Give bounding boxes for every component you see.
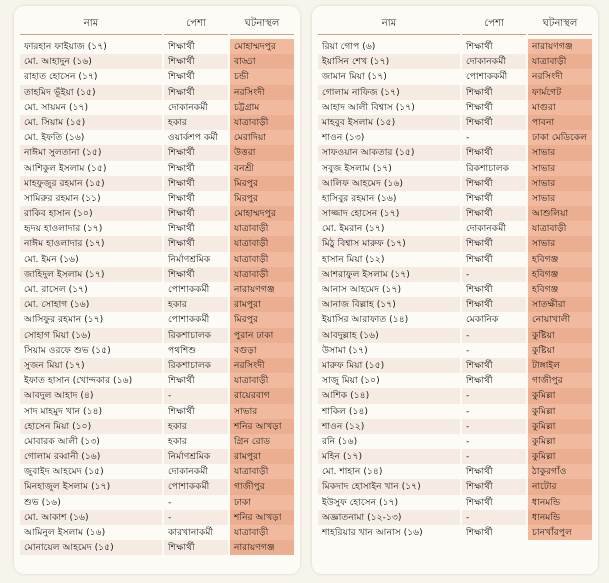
person-name: মাহবুব ইসলাম (১৫) (318, 115, 460, 130)
incident-location: পুরান ঢাকা (230, 328, 294, 343)
person-name: জামান মিয়া (১৭) (318, 69, 460, 84)
incident-location: পাবনা (528, 115, 592, 130)
profession: শিক্ষার্থী (462, 191, 526, 206)
table-row (312, 176, 598, 191)
person-name: রনি (১৬) (318, 434, 460, 449)
incident-location: কুষ্টিয়া (528, 328, 592, 343)
person-name: মহিন (১৭) (318, 449, 460, 464)
table-row (312, 85, 598, 100)
profession: দোকানকর্মী (462, 54, 526, 69)
incident-location: কুমিল্লা (528, 419, 592, 434)
profession: রিকশাচালক (164, 358, 228, 373)
profession: শিক্ষার্থী (164, 540, 228, 555)
table-row (14, 252, 300, 267)
person-name: মো. রাসেল (১৭) (20, 282, 162, 297)
profession: রিকশাচালক (462, 161, 526, 176)
person-name: আনাজ বিল্লাহ (১৭) (318, 297, 460, 312)
incident-location: হবিগঞ্জ (528, 282, 592, 297)
person-name: নাঈম হাওলাদার (১৭) (20, 236, 162, 251)
incident-location: যাত্রাবাড়ী (528, 54, 592, 69)
profession: - (462, 130, 526, 145)
incident-location: বনশ্রী (230, 161, 294, 176)
incident-location: রামপুরা (230, 297, 294, 312)
person-name: রাকিব হাসান (১০) (20, 206, 162, 221)
profession: পথশিশু (164, 343, 228, 358)
table-row (14, 510, 300, 525)
profession: শিক্ষার্থী (462, 236, 526, 251)
profession: শিক্ষার্থী (462, 85, 526, 100)
incident-location: কুমিল্লা (528, 404, 592, 419)
header-name: নাম (381, 18, 397, 29)
incident-location: ফার্মগেট (528, 85, 592, 100)
table-row (312, 206, 598, 221)
person-name: শাহরিয়ার খান আনাস (১৬) (318, 525, 460, 540)
person-name: সাফওয়ান আকতার (১৫) (318, 145, 460, 160)
person-name: হৃদয় হাওলাদার (১৭) (20, 221, 162, 236)
person-name: মো. শাহান (১৪) (318, 464, 460, 479)
incident-location: শনির আখড়া (230, 419, 294, 434)
person-name: সাজ্জাদ হোসেন (১৭) (318, 206, 460, 221)
incident-location: গ্রিন রোড (230, 434, 294, 449)
profession: শিক্ষার্থী (164, 54, 228, 69)
table-row (312, 282, 598, 297)
incident-location: সাভার (528, 161, 592, 176)
incident-location: টাঙ্গাইল (528, 358, 592, 373)
table-row (312, 39, 598, 54)
profession: শিক্ষার্থী (462, 479, 526, 494)
incident-location: সাভার (230, 404, 294, 419)
incident-location: ঢাকা মেডিকেল (528, 130, 592, 145)
table-row (312, 191, 598, 206)
table-row (312, 479, 598, 494)
person-name: মো. আকাশ (১৬) (20, 510, 162, 525)
incident-location: সাভার (528, 236, 592, 251)
profession: - (462, 343, 526, 358)
person-name: শাওন (১৩) (318, 130, 460, 145)
profession: শিক্ষার্থী (164, 221, 228, 236)
header-name: নাম (83, 18, 99, 29)
incident-location: কুষ্টিয়া (528, 343, 592, 358)
table-row (312, 358, 598, 373)
incident-location: চট্টগ্রাম (230, 100, 294, 115)
left-table (14, 6, 300, 574)
person-name: সিয়াম ওরফে শুভ (১৫) (20, 343, 162, 358)
profession: - (462, 388, 526, 403)
person-name: সাজু মিয়া (১০) (318, 373, 460, 388)
profession: পোশাককর্মী (164, 479, 228, 494)
table-row (14, 191, 300, 206)
person-name: উসামা (১৭) (318, 343, 460, 358)
profession: শিক্ষার্থী (462, 115, 526, 130)
incident-location: মেরাদিয়া (230, 130, 294, 145)
table-row (14, 388, 300, 403)
profession: নির্মাণশ্রমিক (164, 252, 228, 267)
incident-location: হবিগঞ্জ (528, 252, 592, 267)
table-row (312, 495, 598, 510)
header-underline (462, 34, 526, 35)
table-row (312, 404, 598, 419)
profession: - (462, 267, 526, 282)
incident-location: উত্তরা (230, 145, 294, 160)
table-row (14, 449, 300, 464)
table-body (312, 39, 598, 540)
table-row (312, 100, 598, 115)
incident-location: যাত্রাবাড়ী (230, 115, 294, 130)
incident-location: হবিগঞ্জ (528, 267, 592, 282)
incident-location: সাভার (528, 191, 592, 206)
person-name: আবদুল আহাদ (৪) (20, 388, 162, 403)
person-name: শাওন (১২) (318, 419, 460, 434)
profession: ওয়ার্কশপ কর্মী (164, 130, 228, 145)
incident-location: যাত্রাবাড়ী (230, 221, 294, 236)
incident-location: যাত্রাবাড়ী (528, 221, 592, 236)
table-row (14, 282, 300, 297)
table-row (14, 373, 300, 388)
header-underline (528, 34, 592, 35)
table-row (312, 434, 598, 449)
incident-location: ঠাকুরগাঁও (528, 464, 592, 479)
incident-location: ঢাকা (230, 495, 294, 510)
person-name: মোনায়েল আহমেদ (১৫) (20, 540, 162, 555)
header-underline (230, 34, 294, 35)
table-row (14, 206, 300, 221)
table-row (312, 328, 598, 343)
profession: শিক্ষার্থী (164, 404, 228, 419)
table-row (312, 221, 598, 236)
profession: হকার (164, 434, 228, 449)
person-name: সোহাগ মিয়া (১৬) (20, 328, 162, 343)
header-place: ঘটনাস্থল (244, 18, 280, 29)
person-name: হোসেন মিয়া (১০) (20, 419, 162, 434)
table-row (312, 252, 598, 267)
person-name: মো. সোহাগ (১৬) (20, 297, 162, 312)
incident-location: রায়েরবাগ (230, 388, 294, 403)
person-name: আশিক (১৪) (318, 388, 460, 403)
table-row (14, 419, 300, 434)
incident-location: মাগুরা (528, 100, 592, 115)
person-name: মিকদাদ হোসাইন খান (১৭) (318, 479, 460, 494)
profession: শিক্ষার্থী (164, 267, 228, 282)
profession: শিক্ষার্থী (462, 495, 526, 510)
incident-location: শনির আখড়া (230, 510, 294, 525)
table-row (14, 540, 300, 555)
incident-location: নরসিংদী (230, 358, 294, 373)
incident-location: চানখাঁরপুল (528, 525, 592, 540)
person-name: মারুফ মিয়া (১৫) (318, 358, 460, 373)
incident-location: মিরপুর (230, 191, 294, 206)
person-name: মিনহাজুল ইসলাম (১৭) (20, 479, 162, 494)
incident-location: যাত্রাবাড়ী (230, 464, 294, 479)
profession: পোশাককর্মী (462, 69, 526, 84)
profession: হকার (164, 297, 228, 312)
person-name: হাসান মিয়া (১২) (318, 252, 460, 267)
profession: শিক্ষার্থী (164, 85, 228, 100)
person-name: ইয়াসিন শেখ (১৭) (318, 54, 460, 69)
incident-location: নারায়ণগঞ্জ (528, 39, 592, 54)
profession: - (462, 328, 526, 343)
person-name: মো. সিয়াম (১৫) (20, 115, 162, 130)
incident-location: সাভার (528, 145, 592, 160)
profession: - (462, 449, 526, 464)
person-name: মোবারক আলী (১৩) (20, 434, 162, 449)
incident-location: যাত্রাবাড়ী (230, 252, 294, 267)
person-name: আসিফুর রহমান (১৭) (20, 312, 162, 327)
person-name: মাহফুজুর রহমান (১৫) (20, 176, 162, 191)
table-row (14, 39, 300, 54)
table-row (14, 85, 300, 100)
person-name: আবদুল্লাহ (১৬) (318, 328, 460, 343)
table-row (312, 525, 598, 540)
table-row (312, 312, 598, 327)
profession: - (462, 404, 526, 419)
table-row (312, 297, 598, 312)
table-row (14, 54, 300, 69)
person-name: মিঠু বিশ্বাস মারুফ (১৭) (318, 236, 460, 251)
table-row (14, 69, 300, 84)
profession: শিক্ষার্থী (164, 69, 228, 84)
incident-location: ধানমন্ডি (528, 495, 592, 510)
person-name: সুজন মিয়া (১৭) (20, 358, 162, 373)
person-name: গোলাম নাফিজ (১৭) (318, 85, 460, 100)
incident-location: কুমিল্লা (528, 388, 592, 403)
person-name: তাহমিদ ভূঁইয়া (১৫) (20, 85, 162, 100)
table-row (312, 145, 598, 160)
person-name: রিয়া গোপ (৬) (318, 39, 460, 54)
person-name: অজ্ঞাতনামা (১২-১৩) (318, 510, 460, 525)
header-job: পেশা (484, 18, 504, 29)
person-name: হাসিবুর রহমান (১৬) (318, 191, 460, 206)
header-place: ঘটনাস্থল (542, 18, 578, 29)
profession: দোকানকর্মী (462, 221, 526, 236)
profession: দোকানকর্মী (164, 464, 228, 479)
person-name: আশিকুল ইসলাম (১৫) (20, 161, 162, 176)
incident-location: সাতক্ষীরা (528, 297, 592, 312)
table-header (312, 6, 598, 36)
person-name: নাঈমা সুলতানা (১৫) (20, 145, 162, 160)
person-name: শাকিল (১৪) (318, 404, 460, 419)
profession: রিকশাচালক (164, 328, 228, 343)
table-row (312, 510, 598, 525)
person-name: আমিনুল ইসলাম (১৬) (20, 525, 162, 540)
person-name: ফারহান ফাইয়াজ (১৭) (20, 39, 162, 54)
table-row (312, 343, 598, 358)
profession: শিক্ষার্থী (462, 176, 526, 191)
profession: নির্মাণশ্রমিক (164, 449, 228, 464)
incident-location: চন্ডী (230, 69, 294, 84)
table-row (14, 221, 300, 236)
profession: পোশাককর্মী (164, 282, 228, 297)
profession: হকার (164, 419, 228, 434)
table-row (312, 388, 598, 403)
table-row (312, 130, 598, 145)
profession: শিক্ষার্থী (164, 236, 228, 251)
table-row (14, 115, 300, 130)
incident-location: যাত্রাবাড়ী (230, 525, 294, 540)
person-name: আহাদ আলী বিশ্বাস (১৭) (318, 100, 460, 115)
person-name: মো. ইফতি (১৬) (20, 130, 162, 145)
incident-location: মোহাম্মদপুর (230, 206, 294, 221)
table-row (312, 419, 598, 434)
profession: শিক্ষার্থী (462, 464, 526, 479)
incident-location: রামপুরা (230, 449, 294, 464)
table-row (14, 404, 300, 419)
incident-location: নারায়ণগঞ্জ (230, 540, 294, 555)
incident-location: বগুড়া (230, 343, 294, 358)
person-name: শুভ (১৬) (20, 495, 162, 510)
profession: - (462, 434, 526, 449)
table-row (312, 236, 598, 251)
incident-location: মোহাম্মদপুর (230, 39, 294, 54)
table-row (14, 434, 300, 449)
profession: শিক্ষার্থী (462, 525, 526, 540)
person-name: আনাস আহমেদ (১৭) (318, 282, 460, 297)
incident-location: মিরপুর (230, 176, 294, 191)
incident-location: যাত্রাবাড়ী (230, 373, 294, 388)
person-name: জাহিদুল ইসলাম (১৭) (20, 267, 162, 282)
profession: শিক্ষার্থী (164, 191, 228, 206)
profession: হকার (164, 115, 228, 130)
incident-location: নারায়ণগঞ্জ (230, 282, 294, 297)
profession: শিক্ষার্থী (462, 358, 526, 373)
table-row (14, 161, 300, 176)
incident-location: সাভার (528, 176, 592, 191)
profession: শিক্ষার্থী (462, 145, 526, 160)
person-name: সবুজ ইসলাম (১৭) (318, 161, 460, 176)
profession: শিক্ষার্থী (164, 39, 228, 54)
header-underline (318, 34, 460, 35)
table-row (14, 176, 300, 191)
person-name: মো. ইমরান (১৭) (318, 221, 460, 236)
profession: পোশাককর্মী (164, 312, 228, 327)
table-row (14, 312, 300, 327)
table-row (14, 297, 300, 312)
table-row (14, 343, 300, 358)
table-row (14, 358, 300, 373)
profession: - (164, 388, 228, 403)
incident-location: ধানমন্ডি (528, 510, 592, 525)
table-row (14, 479, 300, 494)
person-name: মো. ইমন (১৬) (20, 252, 162, 267)
profession: - (462, 419, 526, 434)
profession: শিক্ষার্থী (164, 176, 228, 191)
table-row (312, 267, 598, 282)
profession: শিক্ষার্থী (462, 297, 526, 312)
incident-location: নোয়াখালী (528, 312, 592, 327)
incident-location: গাজীপুর (528, 373, 592, 388)
table-row (14, 145, 300, 160)
incident-location: নাটোর (528, 479, 592, 494)
incident-location: যাত্রাবাড়ী (230, 267, 294, 282)
person-name: ইয়াসির আরাফাত (১৪) (318, 312, 460, 327)
table-row (312, 449, 598, 464)
profession: - (164, 510, 228, 525)
person-name: মো. আহাদুন (১৬) (20, 54, 162, 69)
profession: মেকানিক (462, 312, 526, 327)
table-row (312, 54, 598, 69)
incident-location: যাত্রাবাড়ী (230, 236, 294, 251)
table-row (312, 161, 598, 176)
incident-location: বাড্ডা (230, 54, 294, 69)
profession: দোকানকর্মী (164, 100, 228, 115)
table-header (14, 6, 300, 36)
table-row (14, 495, 300, 510)
person-name: সাদ মাহমুদ খান (১৪) (20, 404, 162, 419)
profession: শিক্ষার্থী (164, 373, 228, 388)
incident-location: নরসিংদী (230, 85, 294, 100)
table-row (312, 69, 598, 84)
table-row (14, 236, 300, 251)
incident-location: মিরপুর (230, 312, 294, 327)
person-name: রাহাত হোসেন (১৭) (20, 69, 162, 84)
table-body (14, 39, 300, 555)
profession: - (164, 495, 228, 510)
profession: শিক্ষার্থী (462, 39, 526, 54)
profession: শিক্ষার্থী (462, 252, 526, 267)
table-row (312, 373, 598, 388)
table-row (14, 267, 300, 282)
profession: শিক্ষার্থী (462, 282, 526, 297)
person-name: গোলাম রব্বানী (১৬) (20, 449, 162, 464)
table-row (312, 464, 598, 479)
incident-location: গাজীপুর (230, 479, 294, 494)
profession: কারখানাকর্মী (164, 525, 228, 540)
profession: শিক্ষার্থী (164, 206, 228, 221)
table-row (14, 328, 300, 343)
person-name: সামিরুর রহমান (১১) (20, 191, 162, 206)
table-row (14, 130, 300, 145)
profession: - (462, 510, 526, 525)
profession: শিক্ষার্থী (462, 206, 526, 221)
table-row (14, 100, 300, 115)
person-name: আলিফ আহমেদ (১৬) (318, 176, 460, 191)
profession: শিক্ষার্থী (462, 373, 526, 388)
person-name: ইফাত হাসান (খোন্দকার (১৬) (20, 373, 162, 388)
person-name: মো. সায়মন (১৭) (20, 100, 162, 115)
person-name: আশরাফুল ইসলাম (১৭) (318, 267, 460, 282)
person-name: জুবাইদ আহমেদ (১৫) (20, 464, 162, 479)
profession: শিক্ষার্থী (164, 145, 228, 160)
table-row (312, 115, 598, 130)
table-row (14, 525, 300, 540)
profession: শিক্ষার্থী (462, 100, 526, 115)
incident-location: কুমিল্লা (528, 434, 592, 449)
header-underline (164, 34, 228, 35)
right-table (312, 6, 598, 574)
table-row (14, 464, 300, 479)
person-name: ইউসুফ হোসেন (১৭) (318, 495, 460, 510)
incident-location: নরসিংদী (528, 69, 592, 84)
header-underline (20, 34, 162, 35)
header-job: পেশা (186, 18, 206, 29)
incident-location: কুমিল্লা (528, 449, 592, 464)
incident-location: আশুলিয়া (528, 206, 592, 221)
profession: শিক্ষার্থী (164, 161, 228, 176)
